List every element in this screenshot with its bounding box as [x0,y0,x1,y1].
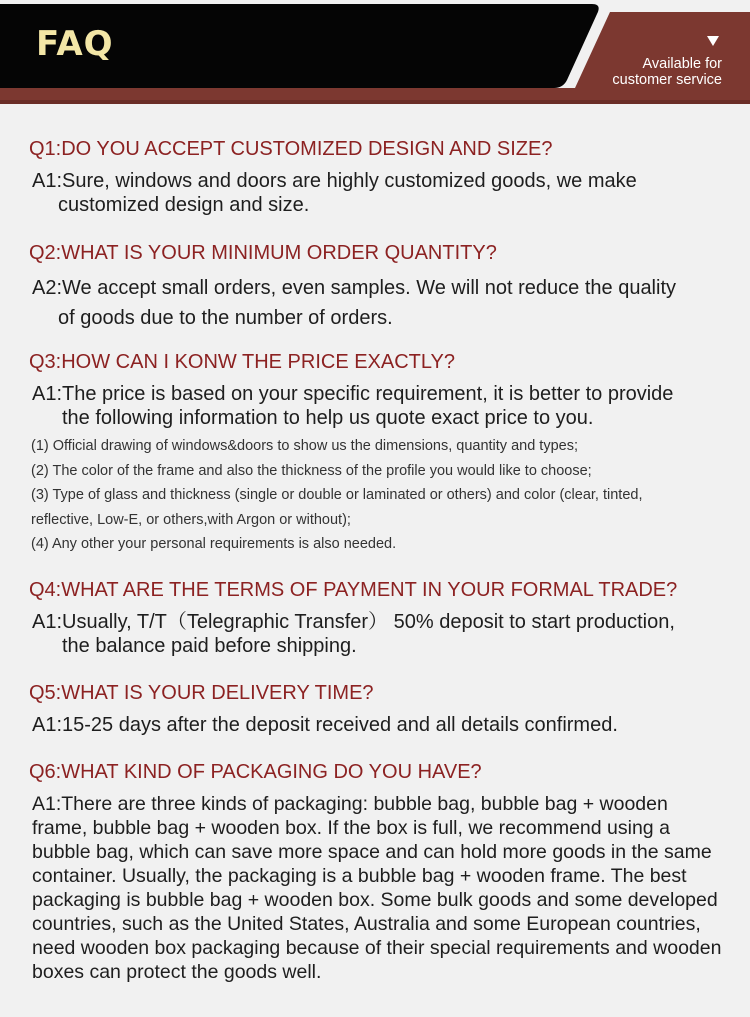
answer-4 [32,610,722,658]
service-line-2: customer service [612,72,722,88]
question-3: Q3:HOW CAN I KONW THE PRICE EXACTLY? [29,351,455,373]
note-3: (3) Type of glass and thickness (single or double or laminated or others) and color (clear, tinted, [31,487,643,503]
answer-3-notes [31,434,721,557]
answer-4-line-2: the balance paid before shipping. [62,635,357,657]
question-6: Q6:WHAT KIND OF PACKAGING DO YOU HAVE? [29,761,482,783]
answer-5-line-1: A1:15-25 days after the deposit received and all details confirmed. [32,714,618,736]
answer-3 [32,382,722,430]
answer-3-line-1: A1:The price is based on your specific requirement, it is better to provide [32,383,674,405]
service-line-1: Available for [642,56,722,72]
answer-1-line-1: A1:Sure, windows and doors are highly customized goods, we make [32,170,637,192]
question-4: Q4:WHAT ARE THE TERMS OF PAYMENT IN YOUR FORMAL TRADE? [29,579,678,601]
note-3-cont: reflective, Low-E, or others,with Argon or without); [31,511,351,528]
note-4: (4) Any other your personal requirements is also needed. [31,536,397,552]
triangle-down-icon [707,36,719,46]
customer-service-label [542,56,722,88]
answer-2-line-1: A2:We accept small orders, even samples. We will not reduce the quality [32,277,677,299]
page-title: FAQ [36,24,114,64]
note-1: (1) Official drawing of windows&doors to show us the dimensions, quantity and types; [31,438,578,454]
answer-4-line-1: A1:Usually, T/T（Telegraphic Transfer） 50% deposit to start production, [32,611,675,633]
answer-6: A1:There are three kinds of packaging: bubble bag, bubble bag + wooden frame, bubble bag + wooden box. If the box is full, we recommend using a bubble bag, which can save more space and can hold more goods in the same container. Usually, the packaging is a bubble bag + wooden frame. The best packaging is bubble bag + wooden box. Some bulk goods and some developed countries, such as the United States, Australia and some European countries, need wooden box packaging because of their special requirements and wooden boxes can protect the goods well. [32,793,722,983]
answer-1 [32,169,722,217]
answer-2 [32,273,722,333]
answer-1-line-2: customized design and size. [58,194,310,216]
question-1: Q1:DO YOU ACCEPT CUSTOMIZED DESIGN AND SIZE? [29,138,553,160]
question-2: Q2:WHAT IS YOUR MINIMUM ORDER QUANTITY? [29,242,497,264]
answer-5 [32,713,722,737]
note-2: (2) The color of the frame and also the thickness of the profile you would like to choose; [31,462,592,479]
answer-3-line-2: the following information to help us quote exact price to you. [62,407,594,429]
faq-banner [0,0,750,104]
question-5: Q5:WHAT IS YOUR DELIVERY TIME? [29,682,374,704]
answer-2-line-2: of goods due to the number of orders. [58,307,393,329]
